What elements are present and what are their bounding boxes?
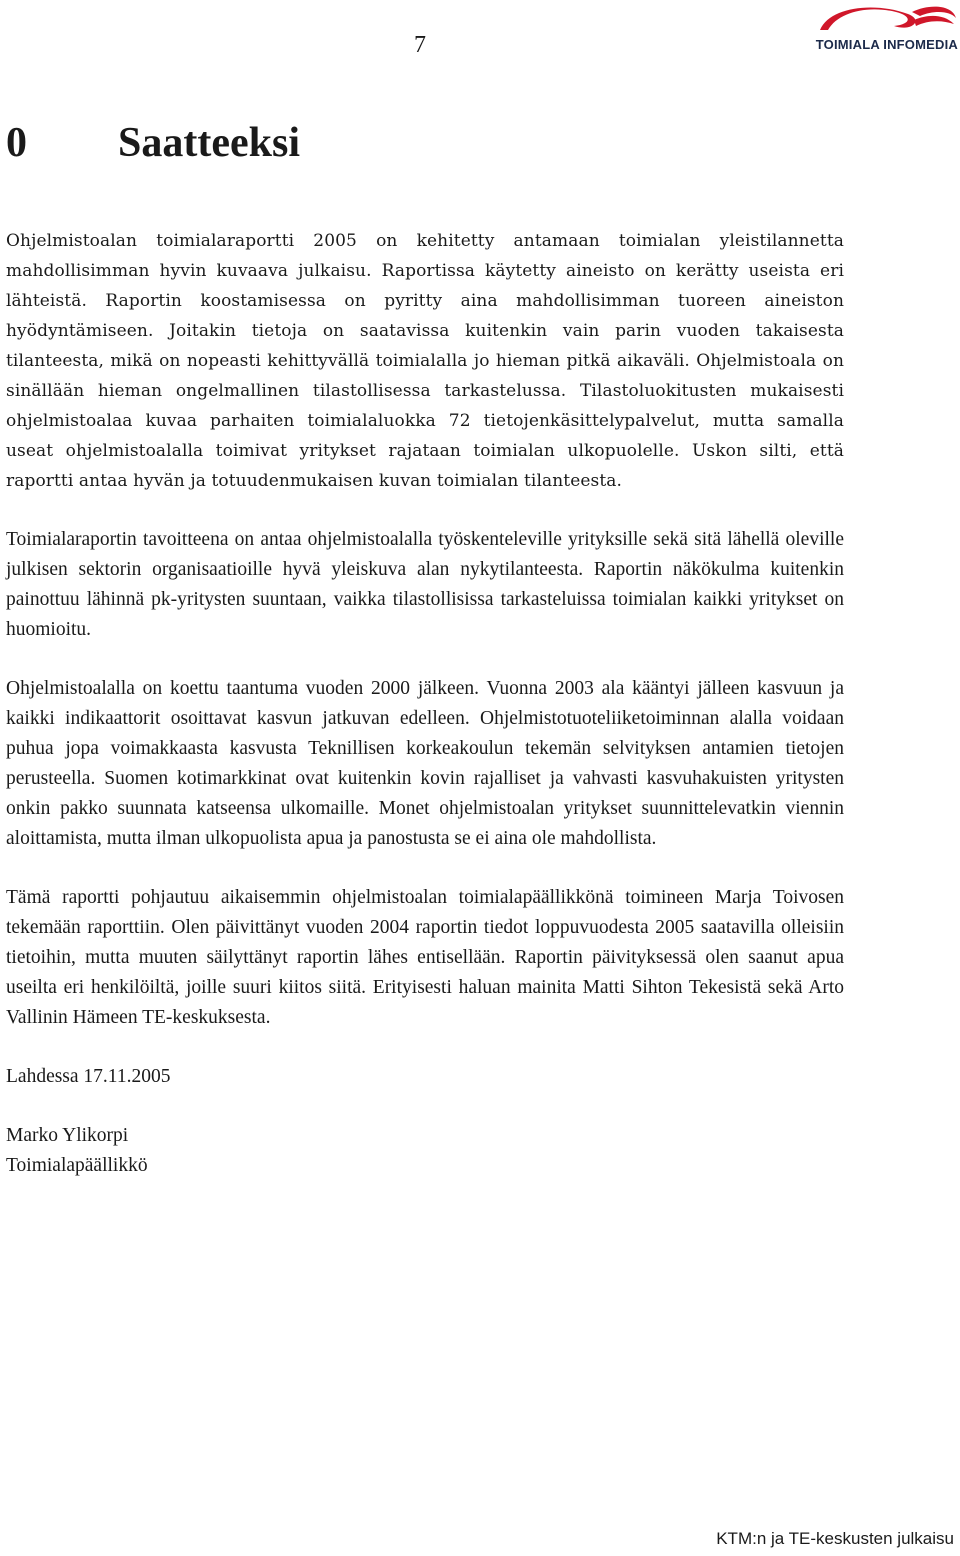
swoosh-icon — [816, 2, 958, 38]
paragraph-goal: Toimialaraportin tavoitteena on antaa ohjelmistoalalla työskenteleville yrityksille sekä sitä lähellä oleville julkisen sektorin organisaatioille hyvä yleiskuva alan nykytilanteesta. Raportin näkökulma kuitenkin painottuu lähinnä pk-yritysten suuntaan, vaikka tilastollisissa tarkasteluissa toimialan kaikki yritykset on huomioitu. — [6, 529, 844, 640]
page-number: 7 — [414, 32, 426, 58]
signatory-name: Marko Ylikorpi — [6, 1125, 129, 1146]
body-text — [6, 226, 844, 1181]
logo-text: TOIMIALA INFOMEDIA — [815, 37, 958, 52]
chapter-number: 0 — [6, 120, 27, 166]
footer-publication: KTM:n ja TE-keskusten julkaisu — [716, 1529, 954, 1548]
paragraph-market: Ohjelmistoalalla on koettu taantuma vuoden 2000 jälkeen. Vuonna 2003 ala kääntyi jälleen kasvuun ja kaikki indikaattorit osoittavat kasvun jatkuvan edelleen. Ohjelmistotuoteliiketoiminnan alalla voidaan puhua jopa voimakkaasta kasvusta Teknillisen korkeakoulun tekemän selvityksen antamien tietojen perusteella. Suomen kotimarkkinat ovat kuitenkin kovin rajalliset ja vahvasti kasvuhakuisten yritysten onkin pakko suunnata katseensa ulkomaille. Monet ohjelmistoalan yritykset suunnittelevatkin viennin aloittamista, mutta ilman ulkopuolista apua ja panostusta se ei aina ole mahdollista. — [6, 678, 844, 849]
toimiala-infomedia-logo — [786, 2, 958, 52]
signatory-role: Toimialapäällikkö — [6, 1155, 148, 1176]
paragraph-intro: Ohjelmistoalan toimialaraportti 2005 on kehitetty antamaan toimialan yleistilannetta mahdollisimman hyvin kuvaava julkaisu. Raportissa käytetty aineisto on kerätty useista eri lähteistä. Raportin koostamisessa on pyritty aina mahdollisimman tuoreen aineiston hyödyntämiseen. Joitakin tietoja on saatavissa kuitenkin vain parin vuoden takaisesta tilanteesta, mikä on nopeasti kehittyvällä toimialalla jo hieman pitkä aikaväli. Ohjelmistoala on sinällään hieman ongelmallinen tilastollisessa tarkastelussa. Tilastoluokitusten mukaisesti ohjelmistoalaa kuvaa parhaiten toimialaluokka 72 tietojenkäsittelypalvelut, mutta samalla useat ohjelmistoalalla toimivat yritykset rajataan toimialan ulkopuolelle. Uskon silti, että raportti antaa hyvän ja totuudenmukaisen kuvan toimialan tilanteesta. — [6, 231, 844, 491]
chapter-title: Saatteeksi — [118, 120, 300, 166]
paragraph-acknowledgements: Tämä raportti pohjautuu aikaisemmin ohjelmistoalan toimialapäällikkönä toimineen Marja Toivosen tekemään raporttiin. Olen päivittänyt vuoden 2004 raportin tiedot loppuvuodesta 2005 saatavilla olleisiin tietoihin, mutta muuten säilyttänyt raportin lähes entisellään. Raportin päivityksessä olen saanut apua useilta eri henkilöiltä, joille suuri kiitos siitä. Erityisesti haluan mainita Matti Sihton Tekesistä sekä Arto Vallinin Hämeen TE-keskuksesta. — [6, 887, 844, 1028]
place-date: Lahdessa 17.11.2005 — [6, 1066, 171, 1087]
chapter-heading — [6, 115, 300, 171]
